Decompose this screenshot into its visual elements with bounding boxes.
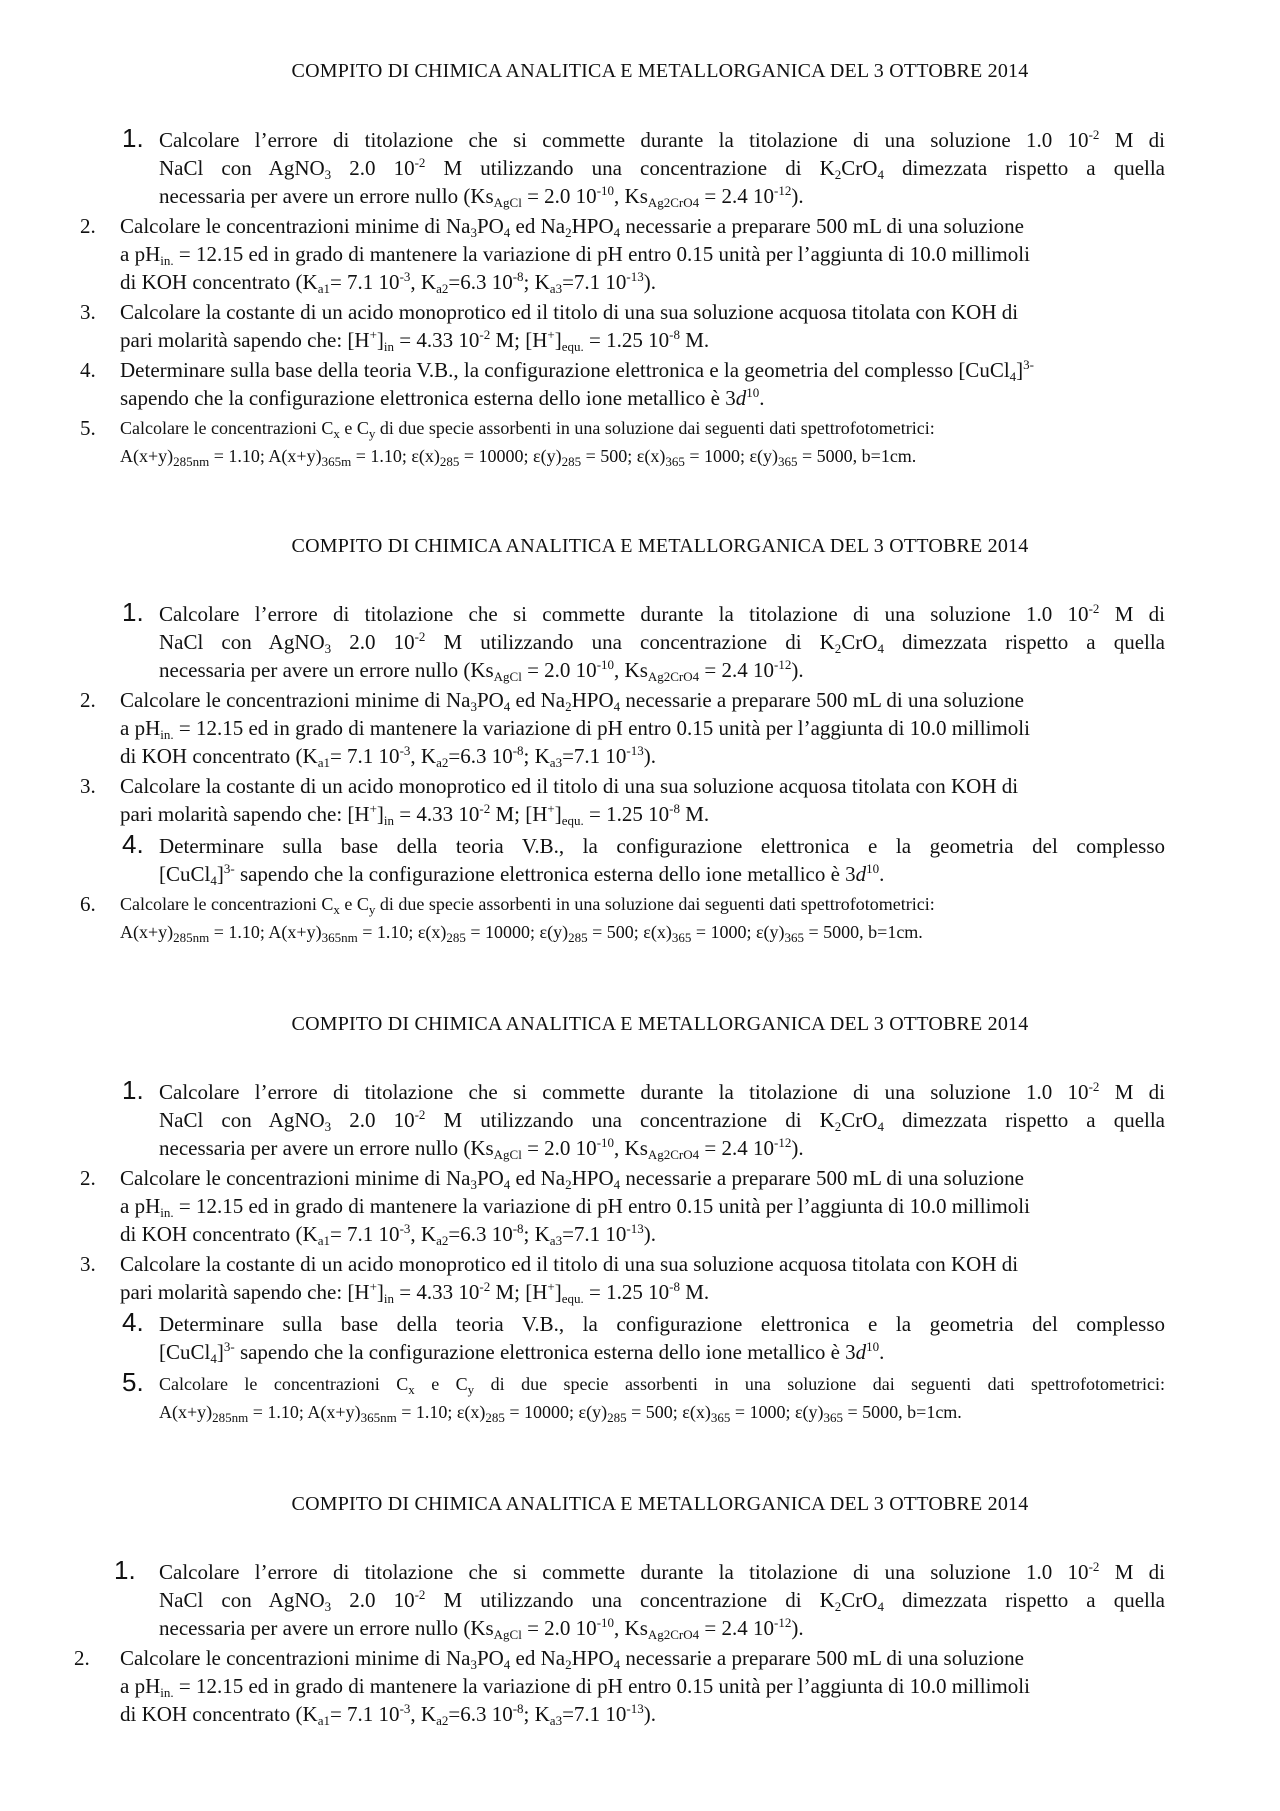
q2-line-2: a $pH_{in.} = 12.15$ ed in grado di mantenere la variazione di pH entro 0.15 unità per l’aggiunta di 10.0 millimoli	[120, 1194, 1030, 1220]
item-number: 2.	[74, 1646, 90, 1670]
q2-line-3: di KOH concentrato ($K_{a1}= 7.1$ $10^{-3}$, $K_{a2}=6.3$ $10^{-8}$; $K_{a3}=7.1$ $10^{-13}$).	[120, 1221, 657, 1248]
item-number: 6.	[80, 892, 96, 916]
q4-line-1: Determinare sulla base della teoria V.B., la configurazione elettronica e la geometria del complesso [CuCl$_4$]$^{3-}$	[120, 357, 1035, 384]
q1-line-3: necessaria per avere un errore nullo ($Ks_{AgCl} = 2.0$ $10^{-10}$, $Ks_{Ag2CrO4} = 2.4$ $10^{-12}$).	[159, 657, 804, 684]
item-number: 1.	[122, 597, 144, 627]
q5-line-1: Calcolare le concentrazioni $C_x$ e $C_y$ di due specie assorbenti in una soluzione dai seguenti dati spettrofotometrici:	[120, 418, 935, 441]
q1-line-2: NaCl con AgNO$_3$ 2.0 $10^{-2}$ M utilizzando una concentrazione di $K_2CrO_4$ dimezzata rispetto a quella	[159, 1587, 1165, 1614]
q4-line-1: Determinare sulla base della teoria V.B., la configurazione elettronica e la geometria del complesso	[159, 1312, 1165, 1336]
q1-line-3: necessaria per avere un errore nullo ($Ks_{AgCl} = 2.0$ $10^{-10}$, $Ks_{Ag2CrO4} = 2.4$ $10^{-12}$).	[159, 1615, 804, 1642]
q4-line-1: Determinare sulla base della teoria V.B., la configurazione elettronica e la geometria del complesso	[159, 834, 1165, 858]
item-number: 2.	[80, 214, 96, 238]
item-number: 3.	[80, 774, 96, 798]
q5-line-2: $A(x+y)_{285nm} = 1.10$; $A(x+y)_{365nm} = 1.10$; $\varepsilon(x)_{285} = 10000$; $\varepsilon(y)_{285} = 500$; $\varepsilon(x)_{365} = 1000$; $\varepsilon(y)_{365} = 5000$, b=1cm.	[159, 1402, 962, 1425]
page-title: COMPITO DI CHIMICA ANALITICA E METALLORGANICA DEL 3 OTTOBRE 2014	[291, 60, 1029, 82]
q2-line-1: Calcolare le concentrazioni minime di $Na_3PO_4$ ed $Na_2HPO_4$ necessarie a preparare 500 mL di una soluzione	[120, 1166, 1025, 1192]
q1-line-2: NaCl con AgNO$_3$ 2.0 $10^{-2}$ M utilizzando una concentrazione di $K_2CrO_4$ dimezzata rispetto a quella	[159, 1107, 1165, 1134]
q1-line-2: NaCl con AgNO$_3$ 2.0 $10^{-2}$ M utilizzando una concentrazione di $K_2CrO_4$ dimezzata rispetto a quella	[159, 629, 1165, 656]
q1-line-1: Calcolare l’errore di titolazione che si commette durante la titolazione di una soluzione 1.0 $10^{-2}$ M di	[159, 1559, 1165, 1584]
item-number: 5.	[80, 416, 96, 440]
item-number: 2.	[80, 688, 96, 712]
q5-line-1: Calcolare le concentrazioni $C_x$ e $C_y$ di due specie assorbenti in una soluzione dai seguenti dati spettrofotometrici:	[159, 1374, 1165, 1397]
q5-line-2: $A(x+y)_{285nm} = 1.10$; $A(x+y)_{365nm} = 1.10$; $\varepsilon(x)_{285} = 10000$; $\varepsilon(y)_{285} = 500$; $\varepsilon(x)_{365} = 1000$; $\varepsilon(y)_{365} = 5000$, b=1cm.	[120, 922, 923, 945]
q3-line-1: Calcolare la costante di un acido monoprotico ed il titolo di una sua soluzione acquosa titolata con KOH di	[120, 1252, 1019, 1276]
q2-line-1: Calcolare le concentrazioni minime di $Na_3PO_4$ ed $Na_2HPO_4$ necessarie a preparare 500 mL di una soluzione	[120, 688, 1025, 714]
q3-line-1: Calcolare la costante di un acido monoprotico ed il titolo di una sua soluzione acquosa titolata con KOH di	[120, 774, 1019, 798]
item-number: 1.	[114, 1555, 136, 1585]
item-number: 2.	[80, 1166, 96, 1190]
item-number: 4.	[122, 1307, 144, 1337]
q3-line-2: pari molarità sapendo che: $[H^+]_{in} = 4.33$ $10^{-2}$ M; $[H^+]_{equ.} = 1.25$ $10^{-8}$ M.	[120, 801, 710, 828]
item-number: 3.	[80, 300, 96, 324]
q1-line-3: necessaria per avere un errore nullo ($Ks_{AgCl} = 2.0$ $10^{-10}$, $Ks_{Ag2CrO4} = 2.4$ $10^{-12}$).	[159, 183, 804, 210]
q4-line-2: [CuCl$_4$]$^{3-}$ sapendo che la configurazione elettronica esterna dello ione metallico è $3d^{10}$.	[159, 1339, 885, 1366]
q2-line-2: a $pH_{in.} = 12.15$ ed in grado di mantenere la variazione di pH entro 0.15 unità per l’aggiunta di 10.0 millimoli	[120, 716, 1030, 742]
item-number: 1.	[122, 1075, 144, 1105]
item-number: 3.	[80, 1252, 96, 1276]
q5-line-2: $A(x+y)_{285nm} = 1.10$; $A(x+y)_{365m} = 1.10$; $\varepsilon(x)_{285} = 10000$; $\varepsilon(y)_{285} = 500$; $\varepsilon(x)_{365} = 1000$; $\varepsilon(y)_{365} = 5000$, b=1cm.	[120, 446, 917, 469]
page-title: COMPITO DI CHIMICA ANALITICA E METALLORGANICA DEL 3 OTTOBRE 2014	[291, 535, 1029, 557]
q2-line-2: a $pH_{in.} = 12.15$ ed in grado di mantenere la variazione di pH entro 0.15 unità per l’aggiunta di 10.0 millimoli	[120, 242, 1030, 268]
q1-line-1: Calcolare l’errore di titolazione che si commette durante la titolazione di una soluzione 1.0 $10^{-2}$ M di	[159, 601, 1165, 626]
q3-line-2: pari molarità sapendo che: $[H^+]_{in} = 4.33$ $10^{-2}$ M; $[H^+]_{equ.} = 1.25$ $10^{-8}$ M.	[120, 327, 710, 354]
q3-line-1: Calcolare la costante di un acido monoprotico ed il titolo di una sua soluzione acquosa titolata con KOH di	[120, 300, 1019, 324]
item-number: 1.	[122, 123, 144, 153]
q1-line-3: necessaria per avere un errore nullo ($Ks_{AgCl} = 2.0$ $10^{-10}$, $Ks_{Ag2CrO4} = 2.4$ $10^{-12}$).	[159, 1135, 804, 1162]
q1-line-2: NaCl con AgNO$_3$ 2.0 $10^{-2}$ M utilizzando una concentrazione di $K_2CrO_4$ dimezzata rispetto a quella	[159, 155, 1165, 182]
q4-line-2: sapendo che la configurazione elettronica esterna dello ione metallico è $3d^{10}$.	[120, 385, 765, 410]
item-number: 4.	[122, 829, 144, 859]
q2-line-3: di KOH concentrato ($K_{a1}= 7.1$ $10^{-3}$, $K_{a2}=6.3$ $10^{-8}$; $K_{a3}=7.1$ $10^{-13}$).	[120, 269, 657, 296]
q2-line-3: di KOH concentrato ($K_{a1}= 7.1$ $10^{-3}$, $K_{a2}=6.3$ $10^{-8}$; $K_{a3}=7.1$ $10^{-13}$).	[120, 1701, 657, 1728]
q1-line-1: Calcolare l’errore di titolazione che si commette durante la titolazione di una soluzione 1.0 $10^{-2}$ M di	[159, 1079, 1165, 1104]
q4-line-2: [CuCl$_4$]$^{3-}$ sapendo che la configurazione elettronica esterna dello ione metallico è $3d^{10}$.	[159, 861, 885, 888]
page-title: COMPITO DI CHIMICA ANALITICA E METALLORGANICA DEL 3 OTTOBRE 2014	[291, 1013, 1029, 1035]
q5-line-1: Calcolare le concentrazioni $C_x$ e $C_y$ di due specie assorbenti in una soluzione dai seguenti dati spettrofotometrici:	[120, 894, 935, 917]
q2-line-2: a $pH_{in.} = 12.15$ ed in grado di mantenere la variazione di pH entro 0.15 unità per l’aggiunta di 10.0 millimoli	[120, 1674, 1030, 1700]
q2-line-1: Calcolare le concentrazioni minime di $Na_3PO_4$ ed $Na_2HPO_4$ necessarie a preparare 500 mL di una soluzione	[120, 1646, 1025, 1672]
q3-line-2: pari molarità sapendo che: $[H^+]_{in} = 4.33$ $10^{-2}$ M; $[H^+]_{equ.} = 1.25$ $10^{-8}$ M.	[120, 1279, 710, 1306]
item-number: 4.	[80, 358, 96, 382]
page-title: COMPITO DI CHIMICA ANALITICA E METALLORGANICA DEL 3 OTTOBRE 2014	[291, 1493, 1029, 1515]
q2-line-1: Calcolare le concentrazioni minime di $Na_3PO_4$ ed $Na_2HPO_4$ necessarie a preparare 500 mL di una soluzione	[120, 214, 1025, 240]
item-number: 5.	[122, 1367, 144, 1397]
q1-line-1: Calcolare l’errore di titolazione che si commette durante la titolazione di una soluzione 1.0 $10^{-2}$ M di	[159, 127, 1165, 152]
q2-line-3: di KOH concentrato ($K_{a1}= 7.1$ $10^{-3}$, $K_{a2}=6.3$ $10^{-8}$; $K_{a3}=7.1$ $10^{-13}$).	[120, 743, 657, 770]
